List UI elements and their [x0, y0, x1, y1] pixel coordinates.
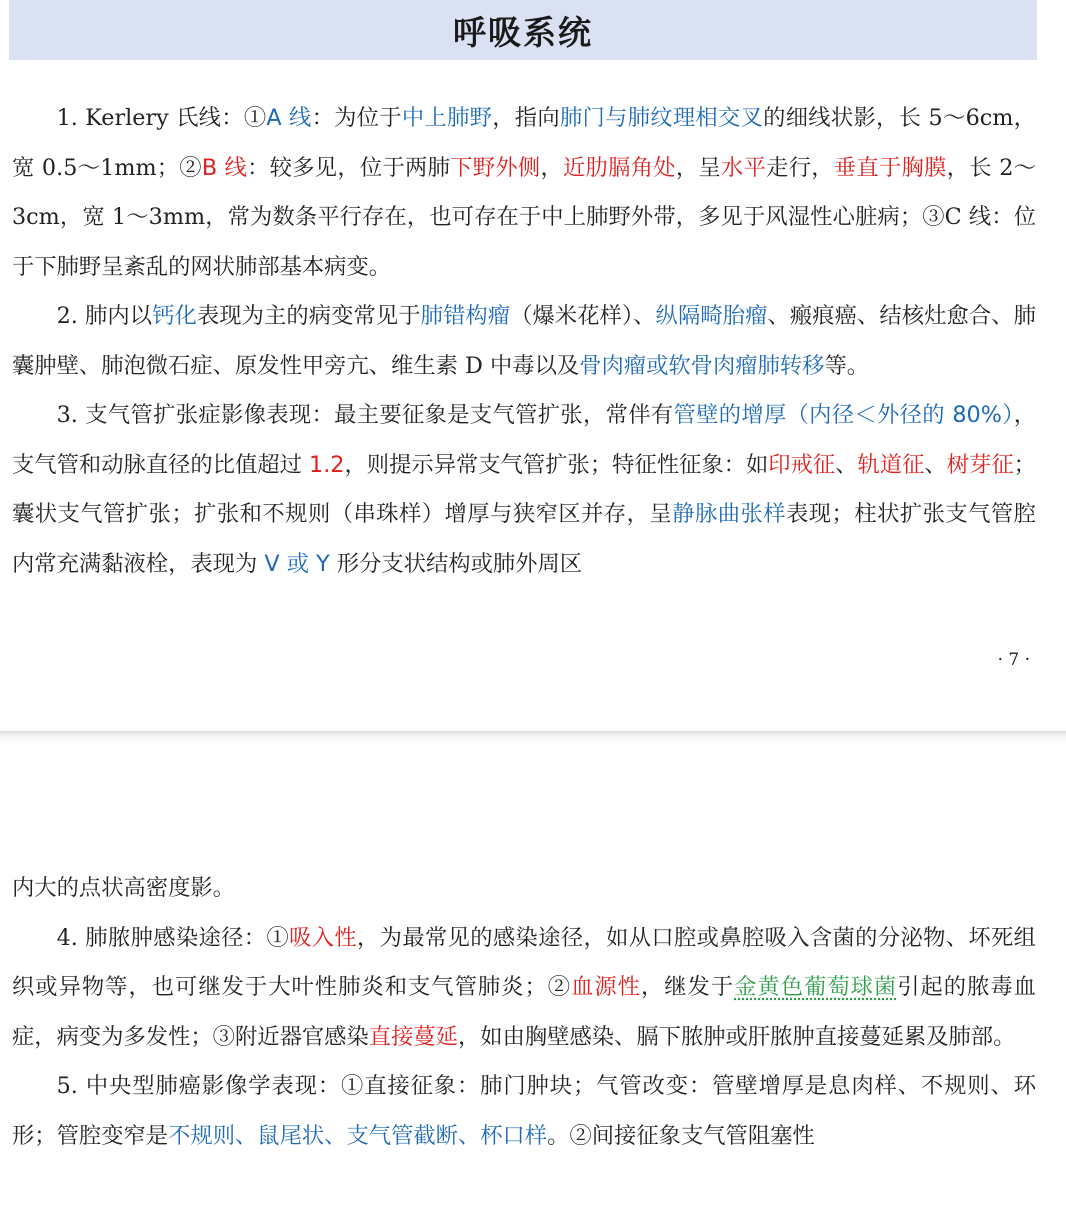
text: 等。	[824, 352, 870, 379]
text: ：较多见，位于两肺	[247, 154, 451, 181]
highlight-red: 血源性	[571, 974, 641, 1000]
page-7-body	[12, 94, 1036, 589]
text: 4. 肺脓肿感染途径：①	[56, 924, 290, 951]
text: 的细线状影，长 5～6cm，宽 0.5～1mm；②	[12, 105, 1036, 181]
text: ，为最常见的感染途径，如从口腔或鼻腔吸入含菌的分泌物、坏死组织或异物等，也可继发于大叶性肺炎和支气管肺炎；②	[12, 924, 1036, 1000]
highlight-blue: A 线	[266, 105, 312, 131]
paragraph-3	[12, 391, 1036, 589]
text: ：为位于	[311, 105, 402, 131]
highlight-red: 水平	[721, 154, 767, 181]
text: 。②间接征象支气管阻塞性	[547, 1122, 815, 1149]
highlight-red: 近肋膈角处	[563, 154, 676, 181]
text: ，则提示异常支气管扩张；特征性征象：如	[344, 451, 769, 478]
highlight-blue: 肺门与肺纹理相交叉	[559, 105, 764, 131]
highlight-blue: V 或 Y	[264, 550, 330, 577]
highlight-blue: 管壁的增厚（内径＜外径的 80%）	[673, 402, 1014, 428]
page-header	[9, 0, 1037, 60]
highlight-red: 树芽征	[946, 451, 1014, 478]
text: 1. Kerlery 氏线：①	[56, 105, 267, 131]
text: 、	[924, 451, 947, 478]
text: ，	[540, 154, 564, 181]
highlight-red: 直接蔓延	[368, 1023, 458, 1050]
highlight-blue: 骨肉瘤或软骨肉瘤肺转移	[579, 352, 825, 379]
paragraph-4	[12, 914, 1036, 1063]
text: 表现为主的病变常见于	[196, 303, 421, 329]
page-8-body	[12, 864, 1036, 1161]
highlight-blue: 纵隔畸胎瘤	[655, 303, 768, 329]
paragraph-2	[12, 292, 1036, 391]
highlight-red: 印戒征	[768, 451, 836, 478]
page-number: · 7 ·	[997, 650, 1030, 670]
text: 3. 支气管扩张症影像表现：最主要征象是支气管扩张，常伴有	[56, 402, 674, 428]
paragraph-1	[12, 94, 1036, 292]
highlight-red: 1.2	[309, 451, 345, 478]
text: 内大的点状高密度影。	[12, 875, 235, 901]
text: ，长 2～3cm，宽 1～3mm，常为数条平行存在，也可存在于中上肺野外带，多见于风湿性心脏病；③C 线：位于下肺野呈紊乱的网状肺部基本病变。	[12, 154, 1036, 280]
text: ，如由胸壁感染、膈下脓肿或肝脓肿直接蔓延累及肺部。	[457, 1023, 1016, 1050]
highlight-red: 吸入性	[289, 924, 358, 951]
highlight-red: 轨道征	[857, 451, 925, 478]
text: 表现；柱状扩张支气管腔内常充满黏液栓，表现为	[12, 501, 1036, 577]
text: 走行，	[766, 154, 834, 181]
paragraph-5	[12, 1062, 1036, 1161]
highlight-blue: 肺错构瘤	[420, 303, 511, 329]
text: ，支气管和动脉直径的比值超过	[12, 402, 1036, 478]
text: ，指向	[492, 105, 560, 131]
text: 、瘢痕癌、结核灶愈合、肺囊肿壁、肺泡微石症、原发性甲旁亢、维生素 D 中毒以及	[12, 303, 1036, 379]
text: ；囊状支气管扩张；扩张和不规则（串珠样）增厚与狭窄区并存，呈	[12, 451, 1036, 527]
text: ，继发于	[640, 974, 735, 1000]
highlight-red: B 线	[201, 154, 248, 181]
highlight-blue: 不规则、鼠尾状、支气管截断、杯口样	[168, 1122, 548, 1149]
text: （爆米花样）、	[510, 303, 656, 329]
page-divider	[0, 731, 1066, 744]
highlight-red: 垂直于胸膜	[833, 154, 947, 181]
highlight-green: 金黄色葡萄球菌	[734, 974, 898, 1000]
paragraph-3-continued	[12, 864, 1036, 914]
text: 5. 中央型肺癌影像学表现：①直接征象：肺门肿块；气管改变：管壁增厚是息肉样、不规则、环形；管腔变窄是	[12, 1073, 1036, 1149]
text: 形分支状结构或肺外周区	[329, 550, 583, 577]
highlight-blue: 静脉曲张样	[672, 501, 787, 527]
text: ，呈	[675, 154, 722, 181]
text: 2. 肺内以	[56, 303, 153, 329]
section-title: 呼吸系统	[453, 12, 593, 52]
highlight-blue: 钙化	[152, 303, 197, 329]
text: 、	[835, 451, 858, 478]
text: 引起的脓毒血症，病变为多发性；③附近器官感染	[12, 974, 1036, 1050]
highlight-blue: 中上肺野	[401, 105, 493, 131]
highlight-red: 下野外侧	[450, 154, 541, 181]
